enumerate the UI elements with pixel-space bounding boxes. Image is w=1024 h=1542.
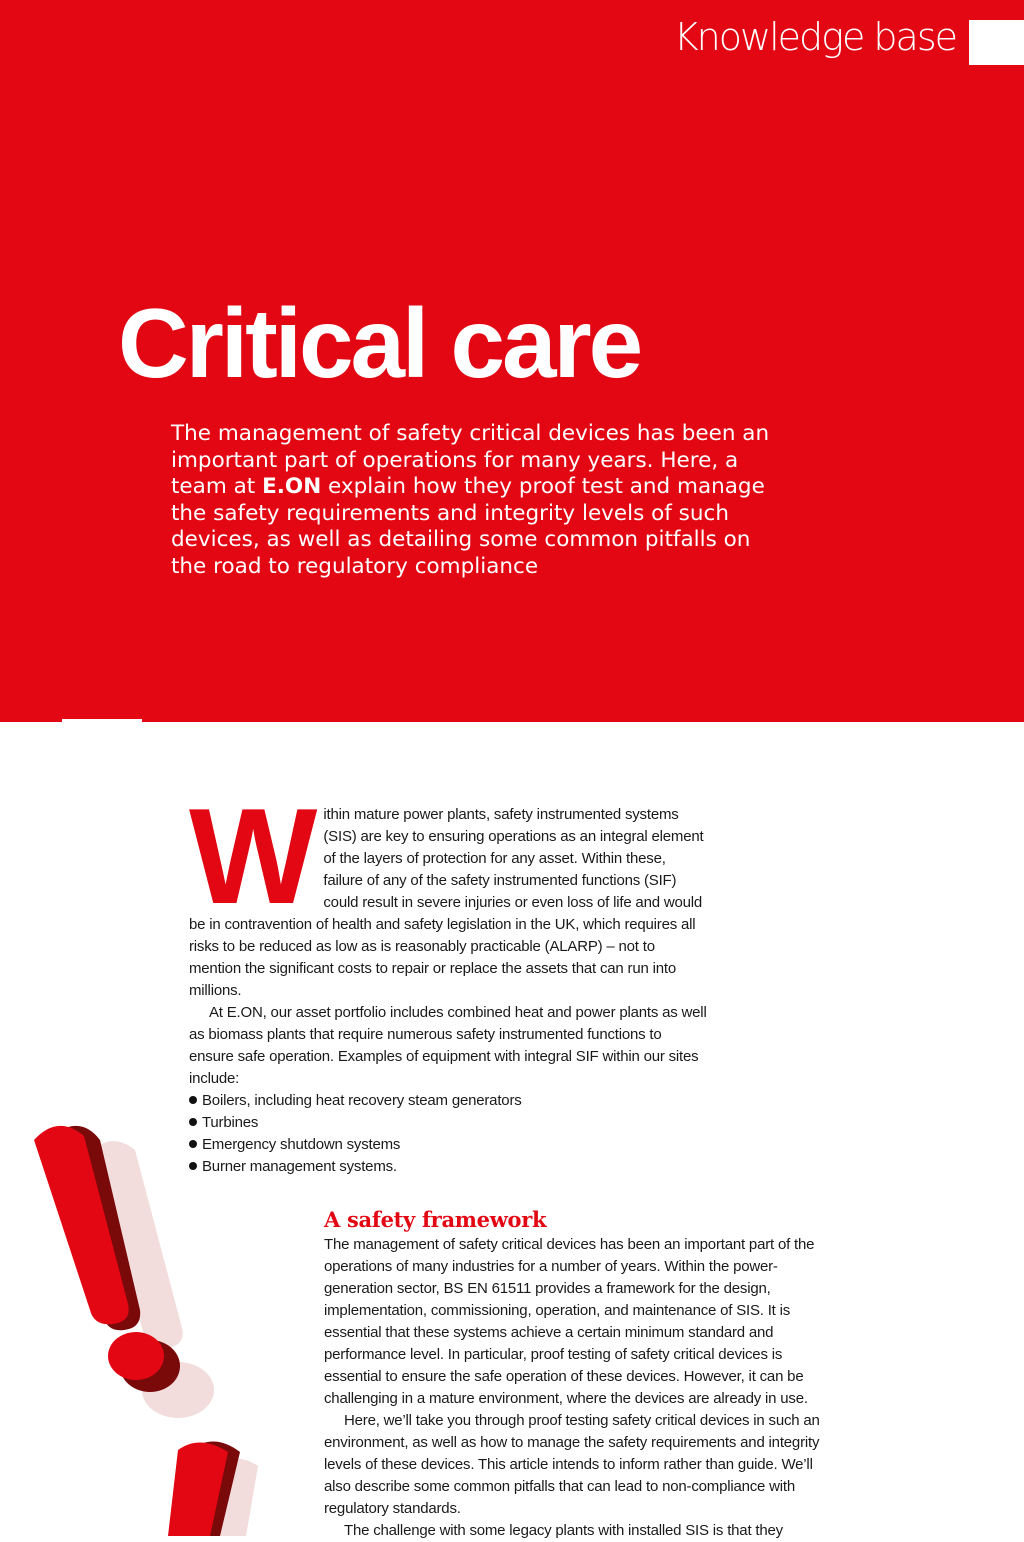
list-item bbox=[189, 1134, 709, 1156]
bullet-icon bbox=[189, 1118, 197, 1126]
hero-notch bbox=[62, 719, 142, 724]
brand-name: E.ON bbox=[262, 474, 322, 499]
equipment-list bbox=[189, 1090, 709, 1178]
section-label-box bbox=[969, 20, 1024, 65]
list-item-text: Turbines bbox=[202, 1114, 259, 1131]
list-item bbox=[189, 1112, 709, 1134]
section-paragraph-1: The management of safety critical devices has been an important part of the operations of many industries for a number of years. Within the power-generation sector, BS EN 61511 provides a framework for the design, implementation, commissioning, operation, and maintenance of SIS. It is essential that these systems achieve a certain minimum standard and performance level. In particular, proof testing of safety critical devices is essential to ensure the safe operation of these devices. However, it can be challenging in a mature environment, where the devices are already in use. bbox=[324, 1236, 815, 1407]
intro-column bbox=[189, 780, 709, 1178]
hero-banner bbox=[0, 0, 1024, 722]
intro-paragraph-1: ithin mature power plants, safety instrumented systems (SIS) are key to ensuring operations as an integral element of the layers of protection for any asset. Within these, failure of any of the safety instrumented functions (SIF) could result in severe injuries or even loss of life and would be in contravention of health and safety legislation in the UK, which requires all risks to be reduced as low as is reasonably practicable (ALARP) – not to mention the significant costs to repair or replace the assets that can run into millions. bbox=[189, 806, 704, 999]
standfirst bbox=[171, 421, 791, 580]
bullet-icon bbox=[189, 1140, 197, 1148]
list-item-text: Emergency shutdown systems bbox=[202, 1136, 401, 1153]
list-item-text: Boilers, including heat recovery steam generators bbox=[202, 1092, 522, 1109]
intro-paragraph-2: At E.ON, our asset portfolio includes combined heat and power plants as well as biomass plants that require numerous safety instrumented functions to ensure safe operation. Examples of equipment with integral SIF within our sites include: bbox=[189, 1004, 707, 1087]
section-heading: A safety framework bbox=[324, 1207, 547, 1232]
bullet-icon bbox=[189, 1162, 197, 1170]
section-column bbox=[324, 1206, 834, 1542]
section-paragraph-2: Here, we’ll take you through proof testing safety critical devices in such an environment, as well as how to manage the safety requirements and integrity levels of these devices. This article intends to inform rather than guide. We’ll also describe some common pitfalls that can lead to non-compliance with regulatory standards. bbox=[324, 1412, 820, 1517]
section-label: Knowledge base bbox=[673, 15, 956, 59]
page-title: Critical care bbox=[118, 288, 641, 398]
list-item-text: Burner management systems. bbox=[202, 1158, 397, 1175]
standfirst-text-start: The management of safety critical devices has been an important part of operations for many years. Here, a team at bbox=[171, 421, 770, 499]
standfirst-text-end: explain how they proof test and manage the safety requirements and integrity levels of such devices, as well as detailing some common pitfalls on the road to regulatory compliance bbox=[171, 474, 765, 579]
list-item bbox=[189, 1156, 709, 1178]
drop-cap: W bbox=[189, 780, 312, 932]
section-paragraph-3: The challenge with some legacy plants with installed SIS is that they bbox=[344, 1522, 783, 1539]
list-item bbox=[189, 1090, 709, 1112]
bullet-icon bbox=[189, 1096, 197, 1104]
exclamation-icon-secondary bbox=[130, 1430, 290, 1536]
